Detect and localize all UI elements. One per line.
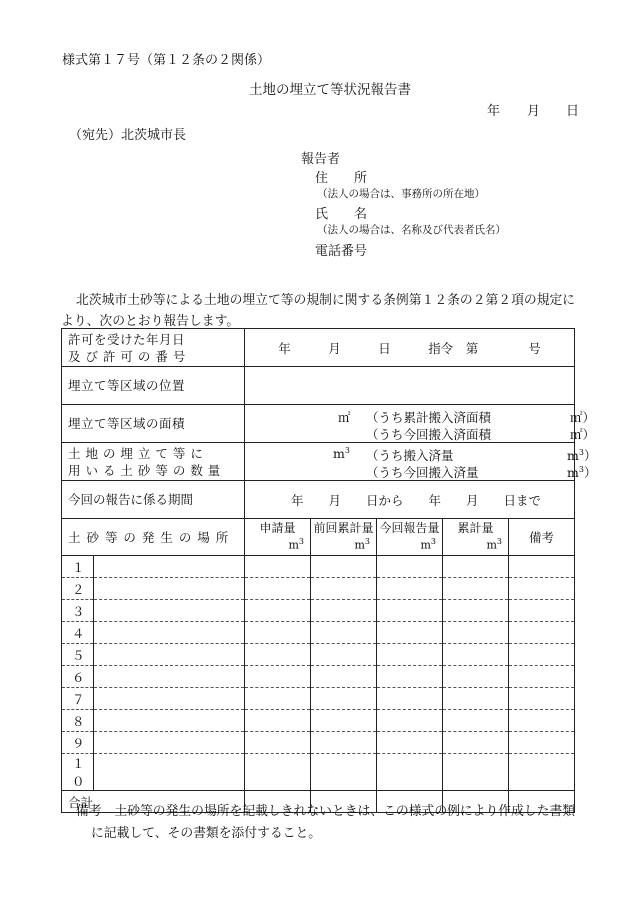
applied-qty-field[interactable] — [245, 732, 311, 754]
volume-note-delivered-unit: $m^3$） — [567, 447, 597, 463]
row-number: ９ — [62, 732, 94, 754]
cumulative-field[interactable] — [443, 578, 509, 600]
source-location-field[interactable] — [94, 732, 245, 754]
applied-qty-field[interactable] — [245, 578, 311, 600]
previous-total-field[interactable] — [311, 710, 377, 732]
document-title: 土地の埋立て等状況報告書 — [249, 82, 411, 98]
report-table — [61, 328, 597, 813]
source-location-field[interactable] — [94, 556, 245, 578]
previous-total-field[interactable] — [311, 644, 377, 666]
row-number: ８ — [62, 710, 94, 732]
date-day-label: 日 — [566, 104, 580, 119]
previous-total-field[interactable] — [311, 600, 377, 622]
area-row — [62, 405, 575, 443]
applied-qty-field[interactable] — [245, 556, 311, 578]
col-header-cumulative: 累計量 $m^3$ — [443, 519, 509, 556]
phone-label: 電話番号 — [315, 244, 368, 259]
remarks-field[interactable] — [509, 732, 575, 754]
source-location-field[interactable] — [94, 600, 245, 622]
quantity-header-row — [62, 519, 575, 556]
previous-total-field[interactable] — [311, 666, 377, 688]
source-location-field[interactable] — [94, 644, 245, 666]
volume-row — [62, 443, 575, 481]
permit-row — [62, 329, 575, 367]
col-header-this-report: 今回報告量 $m^3$ — [377, 519, 443, 556]
this-report-field[interactable] — [377, 666, 443, 688]
period-row — [62, 481, 575, 519]
form-number: 様式第１７号（第１２条の２関係） — [62, 53, 271, 68]
row-number: １０ — [62, 754, 94, 791]
remarks-field[interactable] — [509, 556, 575, 578]
source-location-field[interactable] — [94, 578, 245, 600]
area-unit: ㎡ — [338, 410, 351, 425]
area-field[interactable] — [245, 405, 596, 443]
this-report-field[interactable] — [377, 622, 443, 644]
permit-label-line-1: 許可を受けた年月日 — [68, 331, 186, 347]
source-location-field[interactable] — [94, 754, 245, 791]
volume-label-line-1: 土 地 の 埋 立 て 等 に — [68, 445, 204, 461]
row-number: ５ — [62, 644, 94, 666]
row-number: ４ — [62, 622, 94, 644]
cumulative-field[interactable] — [443, 710, 509, 732]
remarks-field[interactable] — [509, 622, 575, 644]
applied-qty-field[interactable] — [245, 600, 311, 622]
date-month-label: 月 — [527, 104, 541, 119]
area-note-cumulative: （うち累計搬入済面積 — [366, 410, 492, 425]
date-year-label: 年 — [487, 104, 501, 119]
total-label: 合計 — [62, 791, 245, 813]
remarks-field[interactable] — [509, 688, 575, 710]
name-label: 氏 名 — [315, 207, 368, 222]
row-number: ７ — [62, 688, 94, 710]
previous-total-field[interactable] — [311, 688, 377, 710]
applied-qty-field[interactable] — [245, 622, 311, 644]
row-number: ６ — [62, 666, 94, 688]
applied-qty-field[interactable] — [245, 666, 311, 688]
area-label: 埋立て等区域の面積 — [62, 405, 245, 443]
addressee: （宛先）北茨城市長 — [69, 128, 187, 143]
this-report-field[interactable] — [377, 578, 443, 600]
table-row — [62, 600, 575, 622]
remarks-field[interactable] — [509, 644, 575, 666]
cumulative-field[interactable] — [443, 600, 509, 622]
volume-note-current: （うち今回搬入済量 — [366, 465, 479, 480]
table-row — [62, 732, 575, 754]
source-location-field[interactable] — [94, 688, 245, 710]
table-row — [62, 688, 575, 710]
row-number: ３ — [62, 600, 94, 622]
remarks-field[interactable] — [509, 754, 575, 791]
cumulative-field[interactable] — [443, 622, 509, 644]
address-note: （法人の場合は、事務所の所在地） — [317, 188, 485, 200]
row-number: １ — [62, 556, 94, 578]
intro-line-1: 北茨城市土砂等による土地の埋立て等の規制に関する条例第１２条の２第２項の規定に — [76, 293, 576, 308]
previous-total-field[interactable] — [311, 732, 377, 754]
col-header-previous-total: 前回累計量 $m^3$ — [311, 519, 377, 556]
name-note: （法人の場合は、名称及び代表者氏名） — [317, 224, 506, 236]
remarks-field[interactable] — [509, 710, 575, 732]
table-row — [62, 710, 575, 732]
applied-qty-field[interactable] — [245, 710, 311, 732]
previous-total-field[interactable] — [311, 556, 377, 578]
source-location-header: 土 砂 等 の 発 生 の 場 所 — [62, 519, 245, 556]
period-value-field[interactable]: 年 月 日から 年 月 日まで — [245, 481, 575, 519]
this-report-field[interactable] — [377, 556, 443, 578]
previous-total-field[interactable] — [311, 754, 377, 791]
cumulative-field[interactable] — [443, 556, 509, 578]
applied-qty-field[interactable] — [245, 688, 311, 710]
area-note-cumulative-unit: ㎡） — [570, 410, 596, 425]
cumulative-field[interactable] — [443, 732, 509, 754]
table-row — [62, 644, 575, 666]
col-header-remarks: 備考 — [509, 519, 575, 556]
intro-line-2: より、次のとおり報告します。 — [61, 314, 240, 329]
row-number: ２ — [62, 578, 94, 600]
area-note-current: （うち今回搬入済面積 — [366, 427, 492, 442]
note-line-2: に記載して、その書類を添付すること。 — [91, 826, 322, 841]
volume-note-current-unit: $m^3$） — [567, 464, 597, 480]
cumulative-field[interactable] — [443, 644, 509, 666]
volume-label — [62, 443, 245, 481]
area-note-current-unit: ㎡） — [570, 427, 596, 442]
volume-label-line-2: 用 い る 土 砂 等 の 数 量 — [68, 462, 221, 478]
data-rows — [62, 556, 575, 791]
this-report-field[interactable] — [377, 732, 443, 754]
source-location-field[interactable] — [94, 622, 245, 644]
location-row — [62, 367, 575, 405]
this-report-field[interactable] — [377, 644, 443, 666]
note-line-1: 備考 土砂等の発生の場所を記載しきれないときは、この様式の例により作成した書類 — [76, 804, 576, 819]
this-report-field[interactable] — [377, 600, 443, 622]
cumulative-field[interactable] — [443, 688, 509, 710]
reporter-heading: 報告者 — [301, 152, 341, 167]
permit-value-field[interactable]: 年 月 日 指令 第 号 — [245, 329, 575, 367]
this-report-field[interactable] — [377, 688, 443, 710]
cumulative-field[interactable] — [443, 754, 509, 791]
applied-qty-field[interactable] — [245, 754, 311, 791]
previous-total-field[interactable] — [311, 622, 377, 644]
table-row — [62, 556, 575, 578]
source-location-field[interactable] — [94, 710, 245, 732]
permit-label-line-2: 及 び 許 可 の 番 号 — [68, 348, 186, 364]
table-row — [62, 578, 575, 600]
period-label: 今回の報告に係る期間 — [62, 481, 245, 519]
applied-qty-field[interactable] — [245, 644, 311, 666]
cumulative-field[interactable] — [443, 666, 509, 688]
table-row — [62, 622, 575, 644]
volume-unit: $m^3$ — [333, 446, 350, 462]
previous-total-field[interactable] — [311, 578, 377, 600]
remarks-field[interactable] — [509, 578, 575, 600]
source-location-field[interactable] — [94, 666, 245, 688]
this-report-field[interactable] — [377, 710, 443, 732]
location-field[interactable] — [245, 367, 575, 405]
permit-label — [62, 329, 245, 367]
col-header-applied: 申請量 $m^3$ — [245, 519, 311, 556]
table-row — [62, 754, 575, 791]
table-row — [62, 666, 575, 688]
remarks-field[interactable] — [509, 600, 575, 622]
volume-field[interactable] — [245, 443, 597, 481]
location-label: 埋立て等区域の位置 — [62, 367, 245, 405]
this-report-field[interactable] — [377, 754, 443, 791]
volume-note-delivered: （うち搬入済量 — [366, 448, 454, 463]
address-label: 住 所 — [315, 171, 368, 186]
remarks-field[interactable] — [509, 666, 575, 688]
